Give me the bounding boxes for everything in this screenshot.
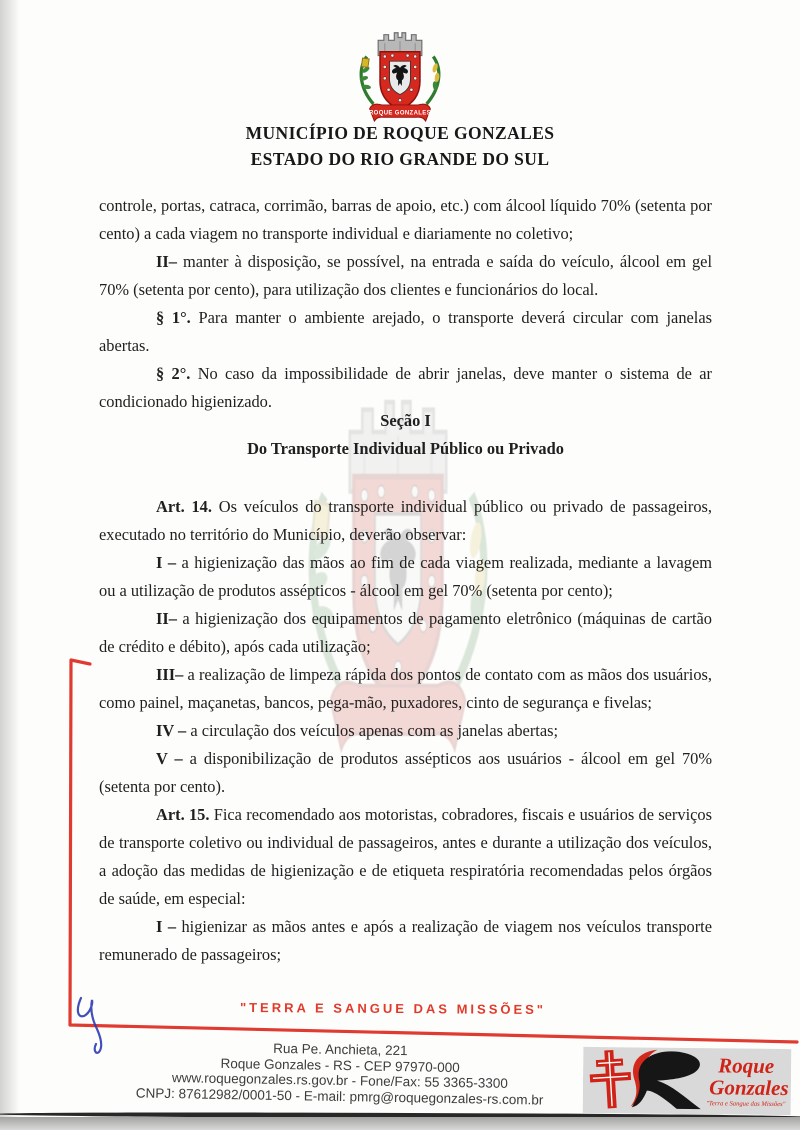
paragraph-text: a disponibilização de produtos assépticos aos usuários - álcool em gel 70% (setenta por cento). bbox=[99, 749, 712, 796]
paragraph bbox=[99, 248, 712, 304]
item-number: I – bbox=[156, 553, 177, 572]
paragraph-text: Para manter o ambiente arejado, o transporte deverá circular com janelas abertas. bbox=[99, 308, 713, 355]
logo-text-line1: Roque bbox=[718, 1053, 775, 1078]
item-number: IV – bbox=[156, 721, 187, 740]
section-title: Do Transporte Individual Público ou Privado bbox=[247, 439, 564, 458]
paragraph-text: Os veículos do transporte individual público ou privado de passageiros, executado no território do Município, deverão observar: bbox=[99, 497, 712, 544]
item-number: V – bbox=[156, 749, 183, 768]
item-i bbox=[99, 549, 712, 605]
item-i-art15 bbox=[99, 913, 712, 969]
paragraph bbox=[99, 304, 712, 360]
crest-banner: ROQUE GONZALES bbox=[368, 110, 432, 117]
municipal-logo bbox=[583, 1045, 792, 1117]
coat-of-arms bbox=[343, 26, 457, 125]
document-body bbox=[99, 192, 712, 969]
item-number: II– bbox=[156, 252, 177, 271]
municipality-title: MUNICÍPIO DE ROQUE GONZALES bbox=[245, 123, 555, 143]
address-cnpj-email: CNPJ: 87612982/0001-50 - E-mail: pmrg@roquegonzales-rs.com.br bbox=[135, 1084, 544, 1108]
item-v bbox=[99, 745, 712, 801]
logo-text-line2: Gonzales bbox=[709, 1075, 789, 1101]
address-city: Roque Gonzales - RS - CEP 97970-000 bbox=[220, 1055, 460, 1075]
scanner-background bbox=[0, 1117, 800, 1130]
paragraph-symbol: § 1°. bbox=[156, 308, 191, 327]
letterhead bbox=[0, 120, 800, 172]
article-14 bbox=[99, 493, 712, 549]
item-iii bbox=[99, 661, 712, 717]
paragraph-symbol: § 2°. bbox=[156, 364, 191, 383]
item-iv bbox=[99, 717, 712, 745]
address-street: Rua Pe. Anchieta, 221 bbox=[273, 1040, 408, 1059]
address-web-phone: www.roquegonzales.rs.gov.br - Fone/Fax: 55 3365-3300 bbox=[171, 1070, 508, 1091]
item-number: II– bbox=[156, 609, 177, 628]
paragraph-text: a circulação dos veículos apenas com as janelas abertas; bbox=[186, 721, 559, 740]
paragraph-text: a higienização das mãos ao fim de cada viagem realizada, mediante a lavagem ou a utilização de produtos assépticos - álcool em gel 70% (setenta por cento); bbox=[99, 553, 712, 600]
item-ii bbox=[99, 605, 712, 661]
article-number: Art. 15. bbox=[156, 805, 210, 824]
item-number: I – bbox=[156, 917, 177, 936]
article-number: Art. 14. bbox=[156, 497, 212, 516]
paragraph-text: higienizar as mãos antes e após a realização de viagem nos veículos transporte remunerado de passageiros; bbox=[99, 917, 712, 964]
paragraph bbox=[99, 192, 712, 248]
paragraph-text: No caso da impossibilidade de abrir janelas, deve manter o sistema de ar condicionado higienizado. bbox=[99, 364, 712, 411]
paragraph-text: manter à disposição, se possível, na entrada e saída do veículo, álcool em gel 70% (setenta por cento), para utilização dos clientes e funcionários do local. bbox=[99, 252, 712, 299]
state-title: ESTADO DO RIO GRANDE DO SUL bbox=[250, 149, 550, 169]
footer-address bbox=[60, 1037, 621, 1109]
article-15 bbox=[99, 801, 712, 913]
paragraph-text: Fica recomendado aos motoristas, cobradores, fiscais e usuários de serviços de transporte coletivo ou individual de passageiros, antes e durante a utilização dos veículos, a adoção das medidas de higienização e de etiqueta respiratória recomendadas pelos órgãos de saúde, em especial: bbox=[99, 805, 712, 908]
paragraph-text: controle, portas, catraca, corrimão, barras de apoio, etc.) com álcool líquido 70% (setenta por cento) a cada viagem no transporte individual e diariamente no coletivo; bbox=[99, 196, 712, 243]
footer-slogan: "TERRA E SANGUE DAS MISSÕES" bbox=[239, 999, 547, 1018]
section-label: Seção I bbox=[380, 411, 431, 430]
paragraph-text: a realização de limpeza rápida dos pontos de contato com as mãos dos usuários, como painel, maçanetas, bancos, pega-mão, puxadores, cinto de segurança e fivelas; bbox=[99, 665, 712, 712]
logo-tagline: "Terra e Sangue das Missões" bbox=[706, 1100, 786, 1109]
item-number: III– bbox=[156, 665, 184, 684]
paragraph-text: a higienização dos equipamentos de pagamento eletrônico (máquinas de cartão de crédito e débito), após cada utilização; bbox=[99, 609, 712, 656]
